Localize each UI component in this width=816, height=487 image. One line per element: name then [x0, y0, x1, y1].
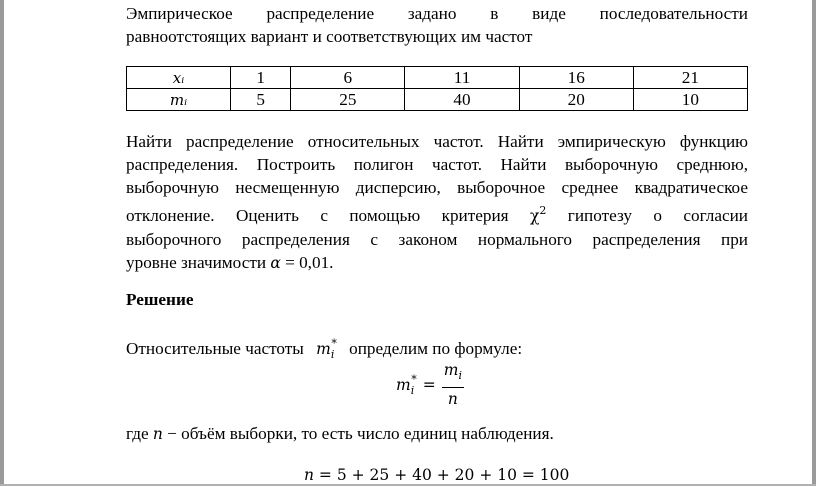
x-value: 11: [405, 67, 519, 89]
n-variable: n: [304, 466, 314, 484]
row-label-m: mᵢ: [127, 89, 231, 111]
chi-symbol: [529, 204, 547, 225]
where-post: − объём выборки, то есть число единиц наблюдения.: [167, 424, 554, 443]
task-line6-pre: уровне значимости: [126, 253, 267, 272]
sample-size-equation: [304, 464, 569, 487]
solution-heading: Решение: [126, 290, 194, 309]
fraction-denominator: n: [447, 390, 458, 408]
formula-lhs: [396, 368, 417, 402]
where-pre: где: [126, 424, 149, 443]
formula-lhs-sub: i: [410, 384, 415, 397]
rel-freq-post: определим по формуле:: [349, 339, 523, 358]
window-border-left: [0, 0, 4, 486]
task-line4-post: гипотезу о согласии: [567, 206, 748, 225]
problem-intro-line2: равноотстоящих вариант и соответствующих им частот: [126, 27, 533, 46]
rel-freq-symbol: [316, 337, 337, 361]
table-row-x: [127, 67, 748, 89]
relative-frequency-formula: [396, 360, 464, 410]
chi-superscript: 2: [539, 204, 547, 217]
x-value: 1: [231, 67, 291, 89]
task-line-alpha: [126, 251, 748, 275]
x-value: 6: [291, 67, 405, 89]
row-label-x: xᵢ: [127, 67, 231, 89]
rel-freq-sup: *: [331, 337, 337, 350]
task-line: распределения. Построить полигон частот. Найти выборочную среднюю,: [126, 155, 748, 174]
numerator-letter: m: [443, 361, 459, 379]
numerator-sub: i: [458, 369, 462, 382]
task-statement: [126, 130, 748, 275]
sample-size-definition: [126, 422, 554, 446]
fraction-numerator: [442, 360, 464, 388]
task-line: выборочного распределения с законом нормального распределения при: [126, 230, 748, 249]
rel-freq-sub: i: [330, 348, 335, 361]
n-sum: = 5 + 25 + 40 + 20 + 10 = 100: [318, 466, 570, 484]
task-line-chi: [126, 199, 748, 228]
task-line4-pre: отклонение. Оценить с помощью критерия: [126, 206, 509, 225]
formula-equals: =: [422, 375, 436, 394]
m-value: 10: [633, 89, 747, 111]
formula-fraction: [442, 360, 464, 410]
problem-intro: [126, 2, 748, 48]
significance-value: = 0,01.: [285, 253, 334, 272]
frequency-table: [126, 66, 748, 111]
m-value: 40: [405, 89, 519, 111]
m-value: 25: [291, 89, 405, 111]
m-value: 5: [231, 89, 291, 111]
alpha-symbol: α: [270, 254, 281, 272]
m-value: 20: [519, 89, 633, 111]
table-row-m: [127, 89, 748, 111]
where-var: n: [152, 425, 163, 443]
x-value: 21: [633, 67, 747, 89]
formula-lhs-letter: m: [396, 376, 411, 394]
task-line: Найти распределение относительных частот. Найти эмпирическую функцию: [126, 132, 748, 151]
formula-lhs-sup: *: [411, 373, 417, 386]
rel-freq-pre: Относительные частоты: [126, 339, 304, 358]
chi-letter: χ: [529, 207, 540, 225]
problem-intro-line1: Эмпирическое распределение задано в виде последовательности: [126, 4, 748, 23]
window-border-right: [812, 0, 816, 486]
rel-freq-letter: m: [316, 340, 331, 358]
task-line: выборочную несмещенную дисперсию, выборочное среднее квадратическое: [126, 178, 748, 197]
x-value: 16: [519, 67, 633, 89]
